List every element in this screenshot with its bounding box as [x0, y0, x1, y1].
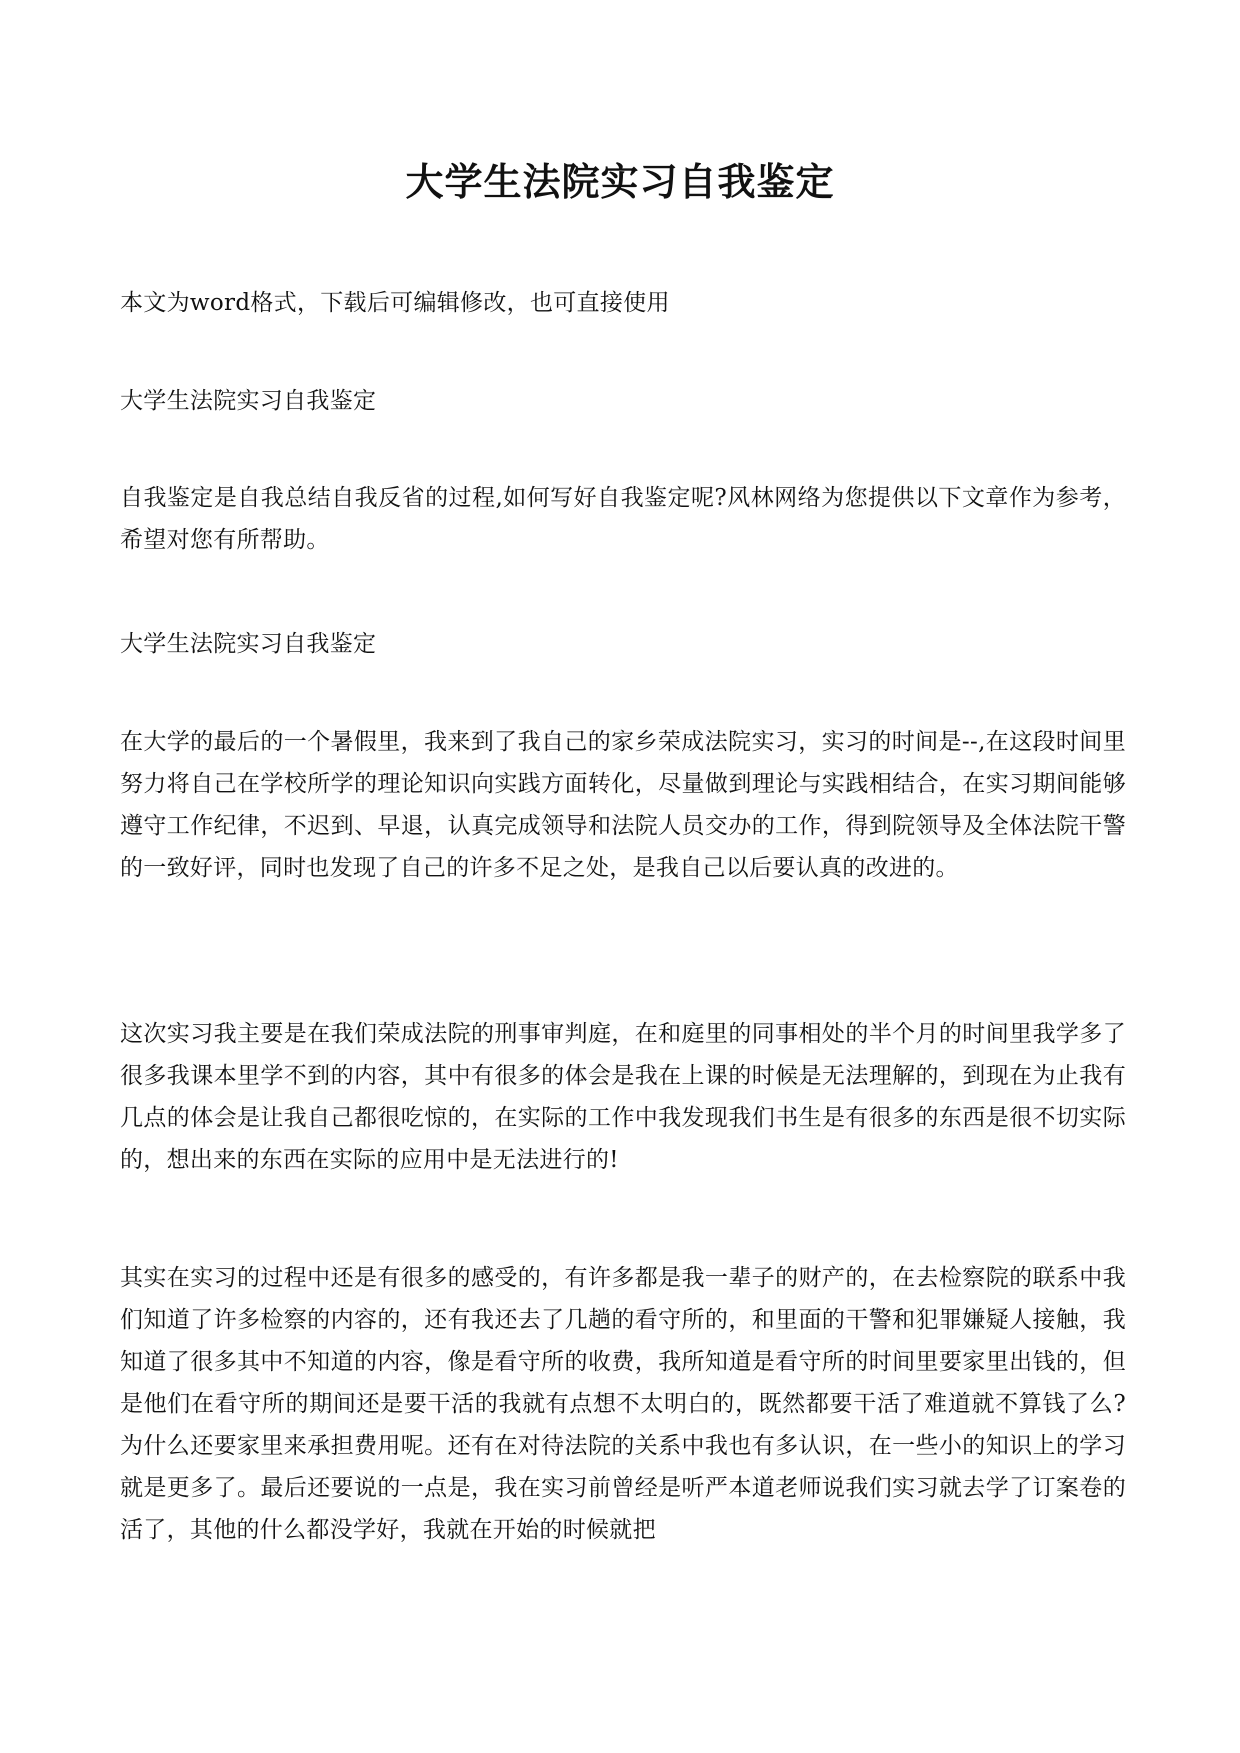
body-paragraph: 在大学的最后的一个暑假里，我来到了我自己的家乡荣成法院实习，实习的时间是--,在这段时间里努力将自己在学校所学的理论知识向实践方面转化，尽量做到理论与实践相结合，在实习期间能够遵守工作纪律，不迟到、早退，认真完成领导和法院人员交办的工作，得到院领导及全体法院干警的一致好评，同时也发现了自己的许多不足之处，是我自己以后要认真的改进的。: [120, 729, 1126, 881]
section-heading: 大学生法院实习自我鉴定: [120, 631, 377, 657]
body-paragraph: 其实在实习的过程中还是有很多的感受的，有许多都是我一辈子的财产的，在去检察院的联系中我们知道了许多检察的内容的，还有我还去了几趟的看守所的，和里面的干警和犯罪嫌疑人接触，我知道了很多其中不知道的内容，像是看守所的收费，我所知道是看守所的时间里要家里出钱的，但是他们在看守所的期间还是要干活的我就有点想不太明白的，既然都要干活了难道就不算钱了么?为什么还要家里来承担费用呢。还有在对待法院的关系中我也有多认识，在一些小的知识上的学习就是更多了。最后还要说的一点是，我在实习前曾经是听严本道老师说我们实习就去学了订案卷的活了，其他的什么都没学好，我就在开始的时候就把: [120, 1265, 1126, 1543]
body-paragraph: 这次实习我主要是在我们荣成法院的刑事审判庭，在和庭里的同事相处的半个月的时间里我学多了很多我课本里学不到的内容，其中有很多的体会是我在上课的时候是无法理解的，到现在为止我有几点的体会是让我自己都很吃惊的，在实际的工作中我发现我们书生是有很多的东西是很不切实际的，想出来的东西在实际的应用中是无法进行的!: [120, 1021, 1126, 1173]
intro-paragraph: 自我鉴定是自我总结自我反省的过程,如何写好自我鉴定呢?风林网络为您提供以下文章作为参考，希望对您有所帮助。: [120, 485, 1126, 553]
document-title: 大学生法院实习自我鉴定: [405, 159, 835, 204]
section-heading: 大学生法院实习自我鉴定: [120, 388, 377, 414]
format-note-paragraph: 本文为word格式，下载后可编辑修改，也可直接使用: [120, 290, 670, 316]
